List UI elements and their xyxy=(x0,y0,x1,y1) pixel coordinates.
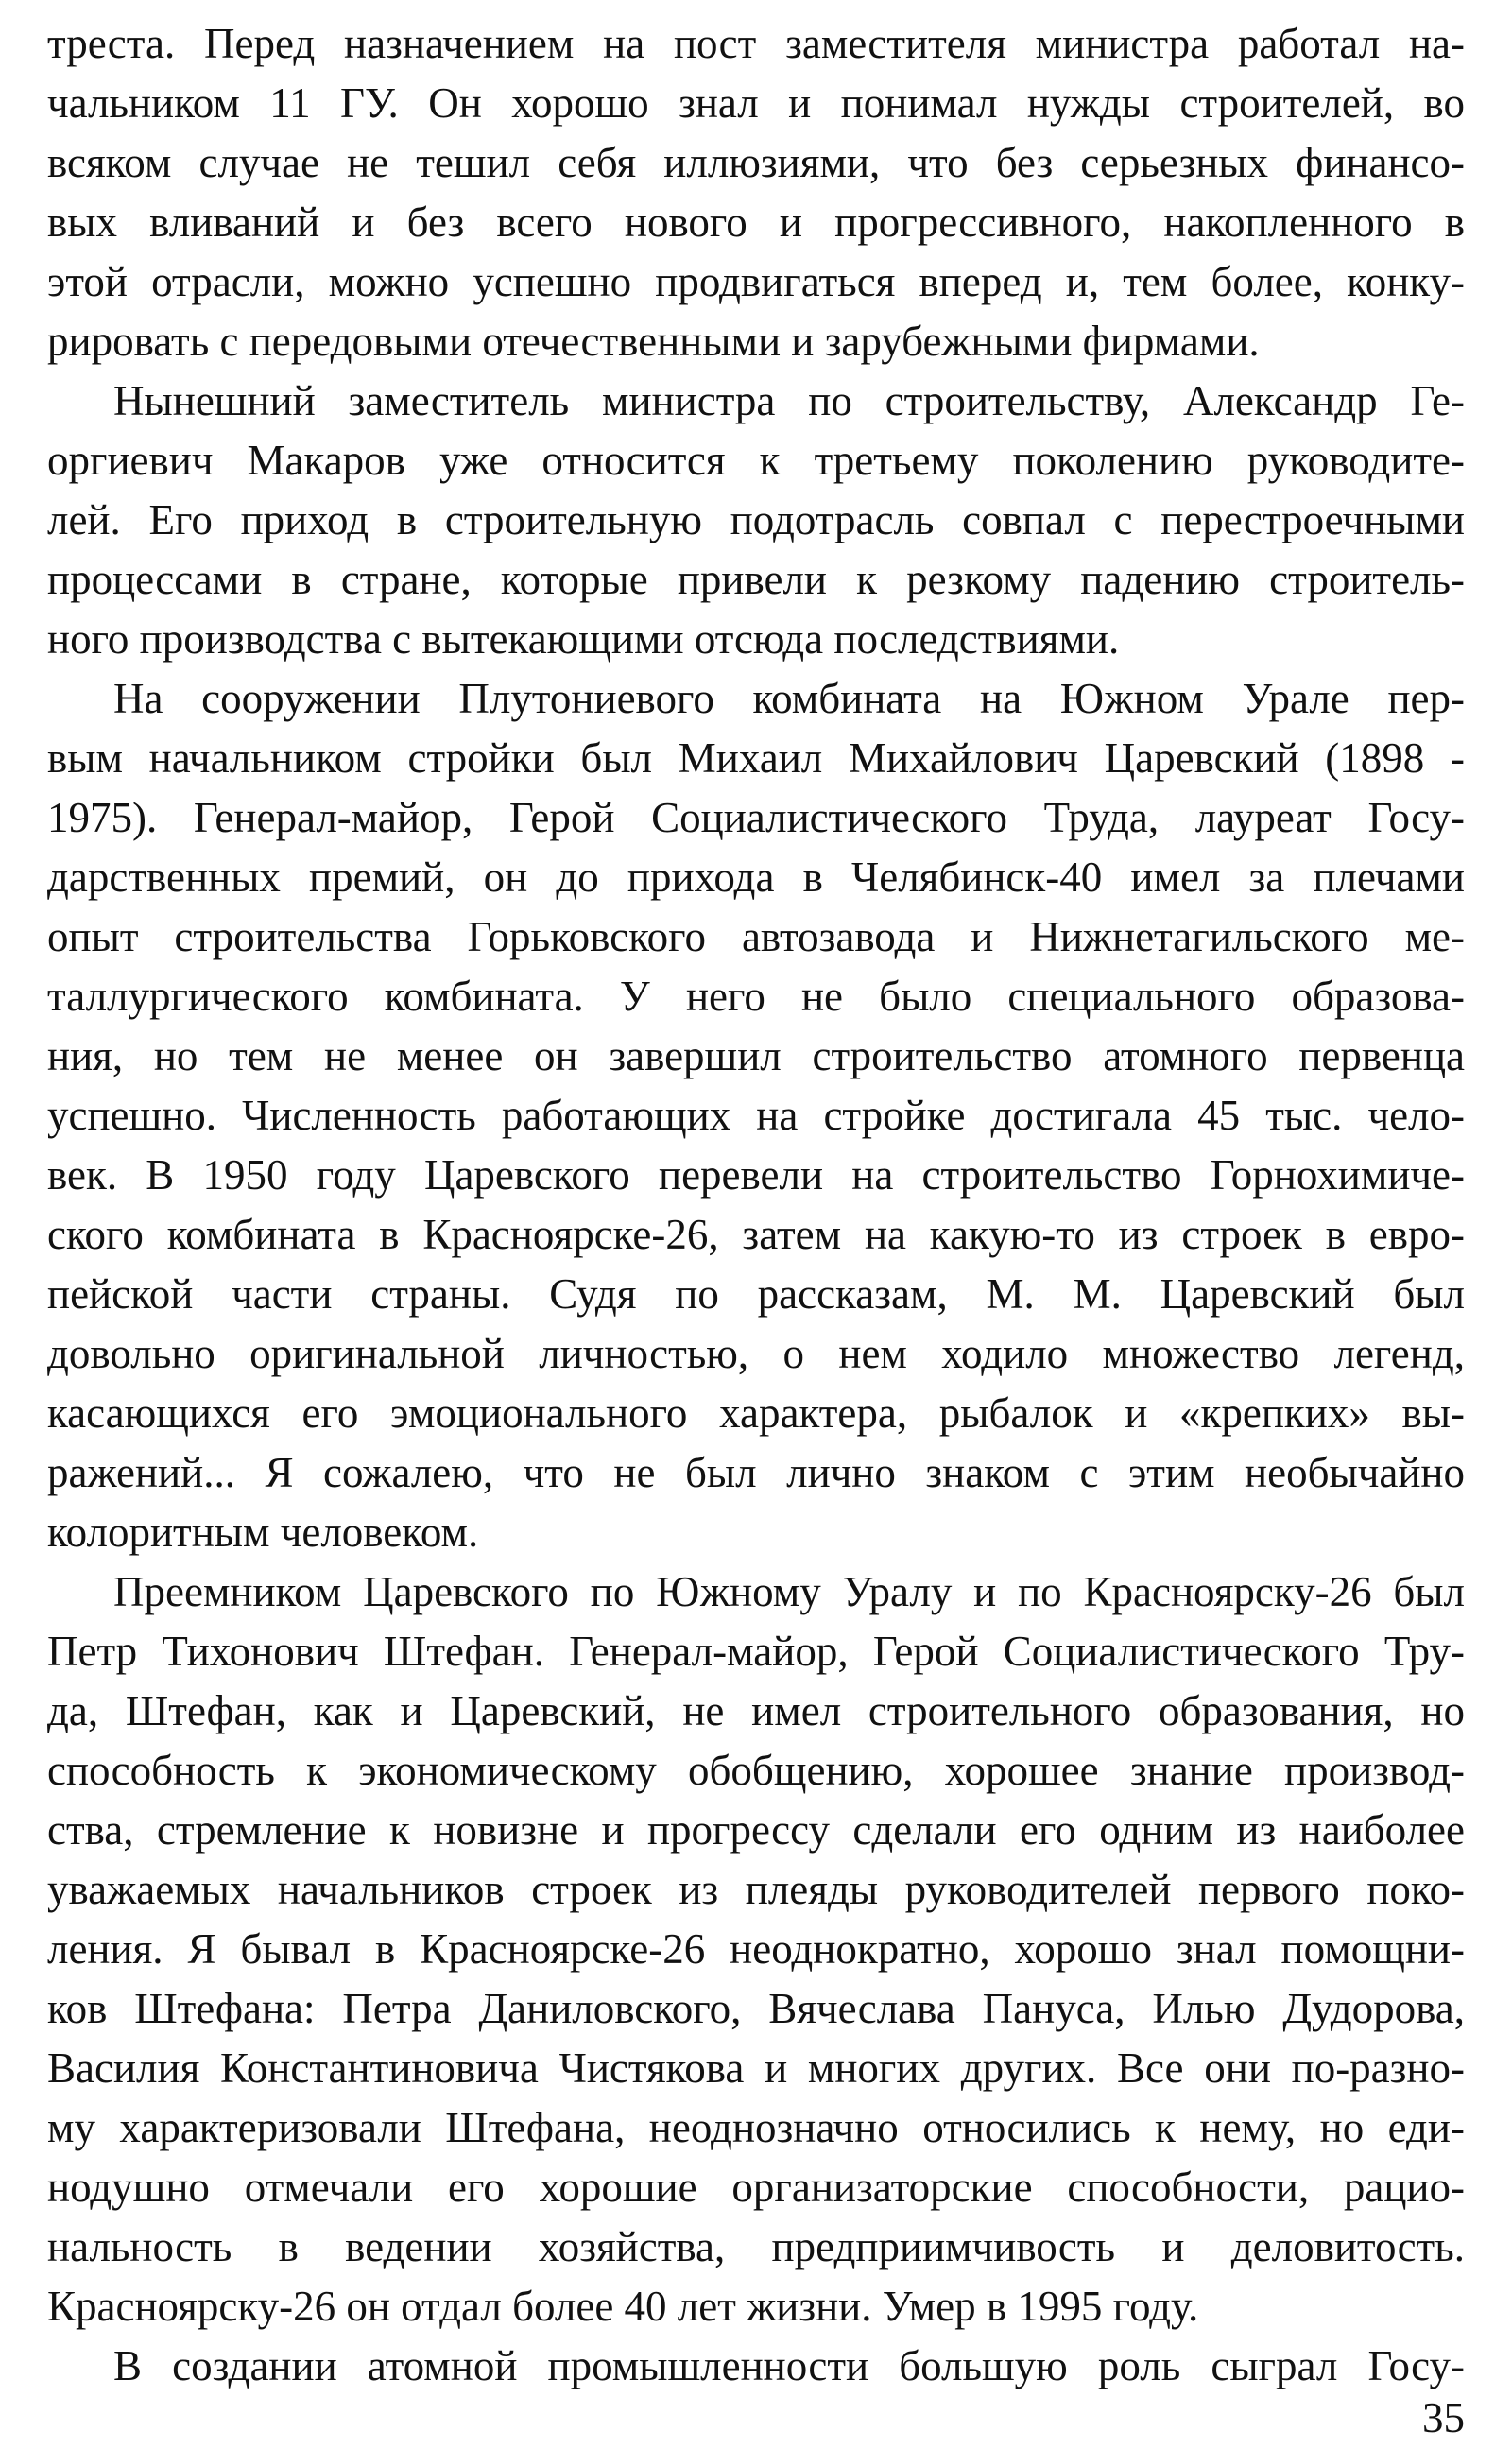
text-line: ния, но тем не менее он завершил строительство атомного первенца xyxy=(47,1032,1465,1079)
text-line: касающихся его эмоционального характера, рыбалок и «крепких» вы- xyxy=(47,1389,1465,1437)
text-line: Петр Тихонович Штефан. Генерал-майор, Герой Социалистического Тру- xyxy=(47,1628,1465,1675)
text-line: этой отрасли, можно успешно продвигаться вперед и, тем более, конку- xyxy=(47,258,1465,305)
text-line: успешно. Численность работающих на стройке достигала 45 тыс. чело- xyxy=(47,1092,1465,1139)
text-line: ского комбината в Красноярске-26, затем на какую-то из строек в евро- xyxy=(47,1211,1465,1258)
text-line: рировать с передовыми отечественными и зарубежными фирмами. xyxy=(47,318,1260,365)
text-line: пейской части страны. Судя по рассказам, М. М. Царевский был xyxy=(47,1270,1465,1318)
text-line: уважаемых начальников строек из плеяды руководителей первого поко- xyxy=(47,1866,1465,1913)
paragraph-first-line: Нынешний заместитель министра по строительству, Александр Ге- xyxy=(113,377,1465,424)
text-line: нодушно отмечали его хорошие организаторские способности, рацио- xyxy=(47,2164,1465,2211)
text-line: нальность в ведении хозяйства, предприимчивость и деловитость. xyxy=(47,2223,1465,2270)
text-line: ления. Я бывал в Красноярске-26 неоднократно, хорошо знал помощни- xyxy=(47,1925,1465,1973)
text-line: вым начальником стройки был Михаил Михайлович Царевский (1898 - xyxy=(47,734,1465,782)
text-line: довольно оригинальной личностью, о нем ходило множество легенд, xyxy=(47,1330,1465,1377)
text-line: колоритным человеком. xyxy=(47,1509,479,1556)
text-line: лей. Его приход в строительную подотрасль совпал с перестроечными xyxy=(47,496,1465,543)
text-line: век. В 1950 году Царевского перевели на строительство Горнохимиче- xyxy=(47,1151,1465,1199)
page-number: 35 xyxy=(1422,2394,1465,2441)
text-line: треста. Перед назначением на пост заместителя министра работал на- xyxy=(47,20,1465,67)
text-line: процессами в стране, которые привели к резкому падению строитель- xyxy=(47,556,1465,603)
text-line: способность к экономическому обобщению, хорошее знание производ- xyxy=(47,1747,1465,1794)
text-line: всяком случае не тешил себя иллюзиями, что без серьезных финансо- xyxy=(47,139,1465,186)
text-line: ков Штефана: Петра Даниловского, Вячеслава Пануса, Илью Дудорова, xyxy=(47,1985,1465,2032)
text-line: ства, стремление к новизне и прогрессу сделали его одним из наиболее xyxy=(47,1806,1465,1854)
text-line: да, Штефан, как и Царевский, не имел строительного образования, но xyxy=(47,1687,1465,1734)
text-line: оргиевич Макаров уже относится к третьему поколению руководите- xyxy=(47,437,1465,484)
text-line: Василия Константиновича Чистякова и многих других. Все они по-разно- xyxy=(47,2044,1465,2092)
text-line: вых вливаний и без всего нового и прогрессивного, накопленного в xyxy=(47,198,1465,246)
text-line: таллургического комбината. У него не было специального образова- xyxy=(47,973,1465,1020)
text-line: чальником 11 ГУ. Он хорошо знал и понимал нужды строителей, во xyxy=(47,79,1465,127)
text-line: 1975). Генерал-майор, Герой Социалистического Труда, лауреат Госу- xyxy=(47,794,1465,841)
paragraph-first-line: Преемником Царевского по Южному Уралу и по Красноярску-26 был xyxy=(113,1568,1465,1615)
text-line: му характеризовали Штефана, неоднозначно относились к нему, но еди- xyxy=(47,2104,1465,2151)
text-line: дарственных премий, он до прихода в Челябинск-40 имел за плечами xyxy=(47,854,1465,901)
paragraph-first-line: На сооружении Плутониевого комбината на Южном Урале пер- xyxy=(113,675,1465,722)
text-line: ного производства с вытекающими отсюда последствиями. xyxy=(47,615,1120,663)
paragraph-first-line: В создании атомной промышленности большую роль сыграл Госу- xyxy=(113,2342,1465,2389)
text-line: Красноярску-26 он отдал более 40 лет жизни. Умер в 1995 году. xyxy=(47,2283,1199,2330)
text-line: ражений... Я сожалею, что не был лично знаком с этим необычайно xyxy=(47,1449,1465,1496)
text-line: опыт строительства Горьковского автозавода и Нижнетагильского ме- xyxy=(47,913,1465,960)
